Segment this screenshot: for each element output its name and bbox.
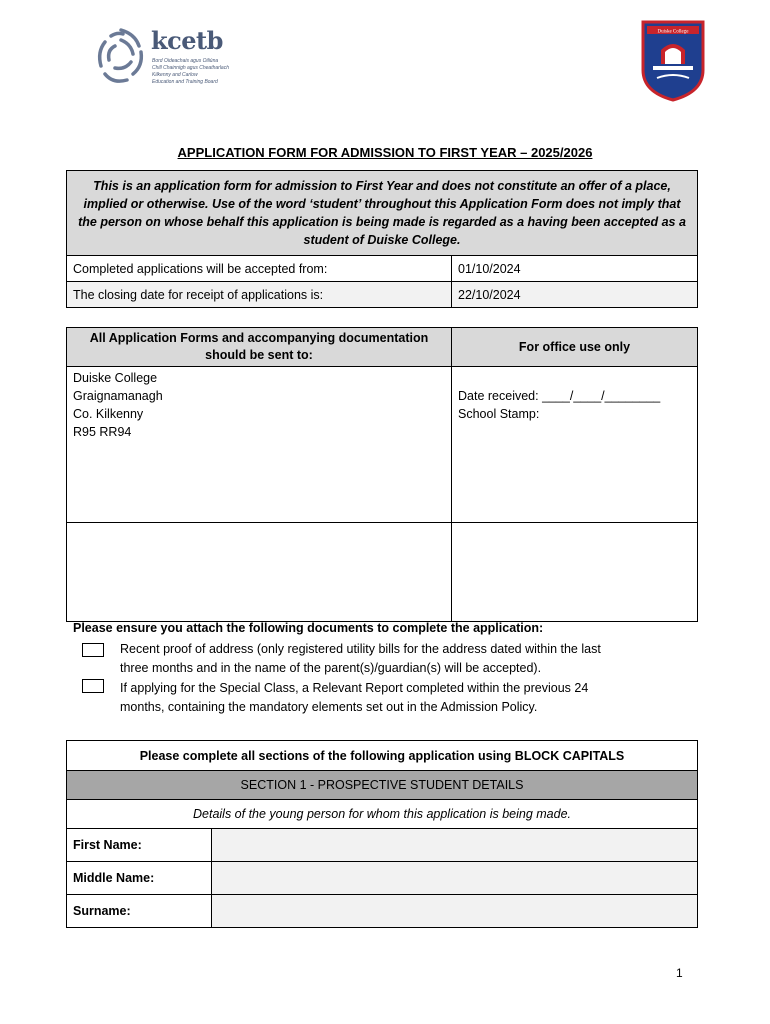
table-row bbox=[67, 829, 698, 862]
document-item-1 bbox=[120, 640, 705, 678]
document-item-line: months, containing the mandatory elements set out in the Admission Policy. bbox=[120, 700, 538, 714]
document-item-line: three months and in the name of the parent(s)/guardian(s) will be accepted). bbox=[120, 661, 542, 675]
send-to-heading: All Application Forms and accompanying documentation should be sent to: bbox=[67, 328, 452, 367]
date-received-field[interactable]: Date received: ____/____/________ bbox=[458, 389, 661, 403]
document-item-line: If applying for the Special Class, a Relevant Report completed within the previous 24 bbox=[120, 681, 589, 695]
documents-heading: Please ensure you attach the following documents to complete the application: bbox=[73, 621, 544, 635]
brand-subline-3: Kilkenny and Carlow bbox=[152, 72, 198, 78]
middle-name-label: Middle Name: bbox=[67, 862, 212, 895]
section1-table bbox=[66, 740, 698, 928]
first-name-field[interactable] bbox=[212, 829, 698, 862]
blank-cell-right bbox=[452, 523, 698, 622]
section1-heading: SECTION 1 - PROSPECTIVE STUDENT DETAILS bbox=[67, 771, 698, 800]
brand-name: kcetb bbox=[151, 26, 223, 55]
address-line: R95 RR94 bbox=[73, 425, 132, 439]
opening-date-value: 01/10/2024 bbox=[452, 256, 698, 282]
kcetb-logo bbox=[95, 24, 235, 94]
closing-date-value: 22/10/2024 bbox=[452, 282, 698, 308]
table-row bbox=[67, 282, 698, 308]
office-use-box bbox=[452, 367, 698, 523]
block-capitals-instruction: Please complete all sections of the following application using BLOCK CAPITALS bbox=[67, 741, 698, 771]
office-use-heading: For office use only bbox=[452, 328, 698, 367]
address-table bbox=[66, 327, 698, 622]
table-row bbox=[67, 895, 698, 928]
intro-note: This is an application form for admission to First Year and does not constitute an offer of a place, implied or otherwise. Use of the word ‘student’ throughout this Application Form does not imply that the person on whose behalf this application is being made is regarded as a having been accepted as a student of Duiske College. bbox=[67, 171, 698, 256]
surname-field[interactable] bbox=[212, 895, 698, 928]
crest-text: Duiske College bbox=[657, 29, 689, 35]
school-address bbox=[67, 367, 452, 523]
school-crest-icon bbox=[641, 20, 705, 102]
form-title: APPLICATION FORM FOR ADMISSION TO FIRST YEAR – 2025/2026 bbox=[177, 145, 593, 160]
table-row bbox=[67, 256, 698, 282]
closing-date-label: The closing date for receipt of applications is: bbox=[67, 282, 452, 308]
intro-table bbox=[66, 170, 698, 308]
relevant-report-checkbox[interactable] bbox=[82, 679, 104, 693]
first-name-label: First Name: bbox=[67, 829, 212, 862]
address-line: Co. Kilkenny bbox=[73, 407, 144, 421]
brand-subline-1: Bord Oideachais agus Oiliúna bbox=[152, 58, 219, 64]
section1-subtitle: Details of the young person for whom this application is being made. bbox=[67, 800, 698, 829]
surname-label: Surname: bbox=[67, 895, 212, 928]
opening-date-label: Completed applications will be accepted from: bbox=[67, 256, 452, 282]
table-row bbox=[67, 862, 698, 895]
address-line: Graignamanagh bbox=[73, 389, 163, 403]
swirl-icon bbox=[95, 24, 147, 88]
brand-subline-2: Chill Chainnigh agus Cheatharlach bbox=[152, 65, 229, 71]
blank-cell-left bbox=[67, 523, 452, 622]
page-number: 1 bbox=[676, 966, 683, 980]
middle-name-field[interactable] bbox=[212, 862, 698, 895]
school-stamp-label: School Stamp: bbox=[458, 407, 540, 421]
document-item-line: Recent proof of address (only registered utility bills for the address dated within the last bbox=[120, 642, 601, 656]
address-line: Duiske College bbox=[73, 371, 158, 385]
proof-of-address-checkbox[interactable] bbox=[82, 643, 104, 657]
brand-subline-4: Education and Training Board bbox=[152, 79, 218, 85]
document-item-2 bbox=[120, 679, 705, 717]
